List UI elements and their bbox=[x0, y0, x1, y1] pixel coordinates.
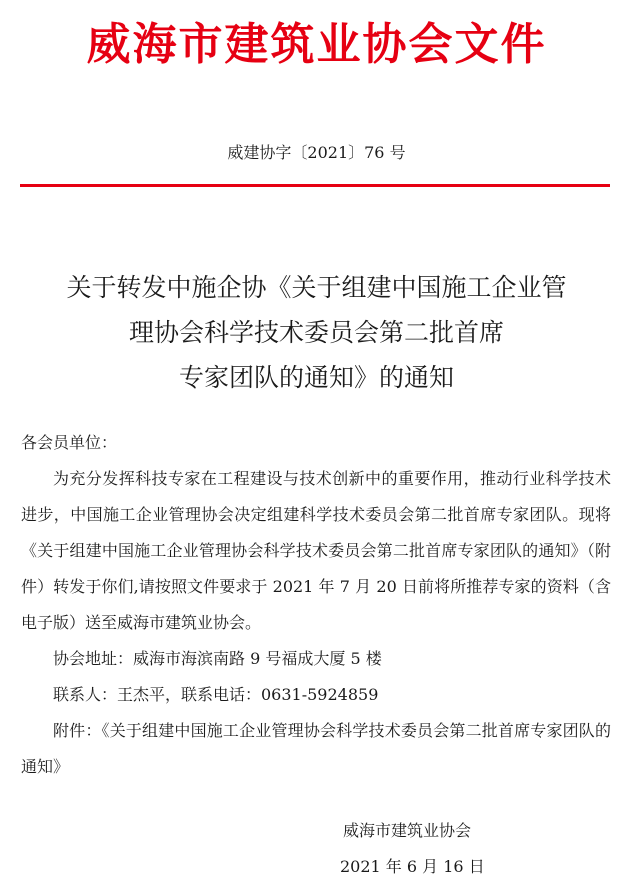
document-title bbox=[0, 265, 633, 400]
red-divider-line bbox=[20, 184, 610, 187]
contact-info: 联系人：王杰平，联系电话：0631-5924859 bbox=[53, 685, 379, 704]
title-line: 理协会科学技术委员会第二批首席 bbox=[128, 318, 504, 347]
title-line: 专家团队的通知》的通知 bbox=[178, 363, 454, 392]
signature-block bbox=[0, 813, 633, 885]
signature-date: 2021 年 6 月 16 日 bbox=[340, 857, 485, 876]
attachment-note: 附件：《关于组建中国施工企业管理协会科学技术委员会第二批首席专家团队的通知》 bbox=[21, 721, 611, 776]
signature-organization: 威海市建筑业协会 bbox=[343, 821, 472, 840]
document-number: 威建协字〔2021〕76 号 bbox=[227, 143, 406, 162]
association-address: 协会地址：威海市海滨南路 9 号福成大厦 5 楼 bbox=[53, 649, 382, 668]
title-line: 关于转发中施企协《关于组建中国施工企业管 bbox=[66, 273, 567, 302]
salutation: 各会员单位： bbox=[21, 433, 118, 452]
document-header-title: 威海市建筑业协会文件 bbox=[86, 19, 547, 70]
main-paragraph: 为充分发挥科技专家在工程建设与技术创新中的重要作用，推动行业科学技术进步，中国施工企业管理协会决定组建科学技术委员会第二批首席专家团队。现将《关于组建中国施工企业管理协会科学技术委员会第二批首席专家团队的通知》（附件）转发于你们,请按照文件要求于 2021 年 7 月 20 日前将所推荐专家的资料（含电子版）送至威海市建筑业协会。 bbox=[21, 469, 611, 632]
document-body bbox=[21, 425, 611, 785]
